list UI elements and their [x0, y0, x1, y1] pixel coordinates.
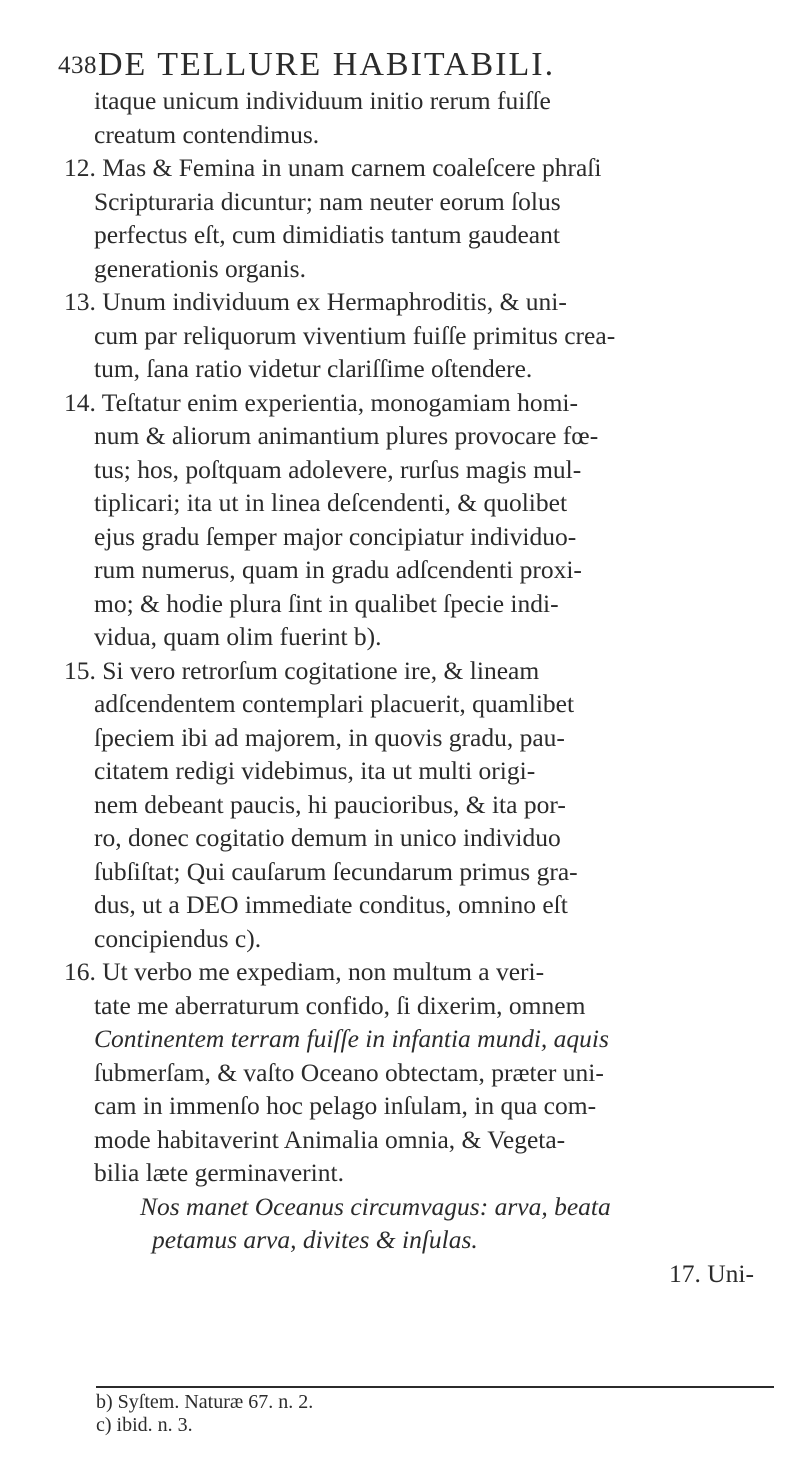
text-line: Scripturaria dicuntur; nam neuter eorum ſolus — [94, 186, 561, 216]
text-line: mo; & hodie plura ſint in qualibet ſpecie indi- — [94, 588, 559, 618]
running-head: DE TELLURE HABITABILI. — [98, 46, 556, 83]
verse-line: petamus arva, divites & inſulas. — [152, 1225, 478, 1254]
text-line: tum, ſana ratio videtur clariſſime oſtendere. — [94, 354, 533, 383]
text-line: concipiendus c). — [94, 923, 262, 953]
verse-line: Nos manet Oceanus circumvagus: arva, beata — [140, 1191, 611, 1221]
paragraph-15-start: 15. Si vero retrorſum cogitatione ire, & lineam — [64, 655, 540, 685]
text-line: vidua, quam olim fuerint b). — [94, 622, 382, 651]
text-line: citatem redigi videbimus, ita ut multi origi- — [94, 756, 536, 785]
footnotes — [96, 1391, 776, 1437]
page-number: 438 — [58, 52, 97, 79]
text-line: Continentem terram fuiſſe in infantia mundi, aquis — [94, 1024, 609, 1053]
footnote-rule — [96, 1386, 774, 1388]
text-line: nem debeant paucis, hi paucioribus, & ita por- — [94, 789, 566, 819]
text-line: creatum contendimus. — [94, 119, 320, 149]
text-line: ejus gradu ſemper major concipiatur individuo- — [94, 521, 577, 551]
footnote-c: c) ibid. n. 3. — [96, 1414, 193, 1436]
text-line: cam in immenſo hoc pelago inſulam, in qua com- — [94, 1091, 597, 1120]
text-line: dus, ut a DEO immediate conditus, omnino eſt — [94, 890, 568, 919]
text-line: itaque unicum individuum initio rerum fuiſſe — [94, 86, 551, 115]
text-line: ro, donec cogitatio demum in unico individuo — [94, 823, 561, 852]
text-line: ſubmerſam, & vaſto Oceano obtectam, præter uni- — [94, 1057, 604, 1087]
catchword: 17. Uni- — [669, 1258, 754, 1288]
text-line: perfectus eſt, cum dimidiatis tantum gaudeant — [94, 220, 560, 249]
paragraph-14-start: 14. Teſtatur enim experientia, monogamiam homi- — [64, 387, 578, 417]
text-line: tate me aberraturum confido, ſi dixerim, omnem — [94, 990, 586, 1020]
text-line: cum par reliquorum viventium fuiſſe primitus crea- — [94, 320, 616, 350]
text-line: tiplicari; ita ut in linea deſcendenti, & quolibet — [94, 488, 568, 517]
body-text — [64, 84, 774, 1290]
page-header — [58, 46, 778, 86]
text-line: num & aliorum animantium plures provocare fœ- — [94, 421, 599, 450]
text-line: generationis organis. — [94, 253, 306, 283]
text-line: ſubſiſtat; Qui cauſarum ſecundarum primus gra- — [94, 856, 578, 886]
text-line: bilia læte germinaverint. — [94, 1158, 344, 1187]
text-line: ſpeciem ibi ad majorem, in quovis gradu, pau- — [94, 722, 565, 752]
text-line: rum numerus, quam in gradu adſcendenti proxi- — [94, 555, 582, 584]
text-line: mode habitaverint Animalia omnia, & Vegeta- — [94, 1124, 566, 1154]
paragraph-16-start: 16. Ut verbo me expediam, non multum a veri- — [64, 957, 545, 986]
text-line: tus; hos, poſtquam adolevere, rurſus magis mul- — [94, 454, 582, 484]
footnote-b: b) Syſtem. Naturæ 67. n. 2. — [96, 1391, 314, 1413]
paragraph-12-start: 12. Mas & Femina in unam carnem coaleſcere phraſi — [64, 153, 602, 182]
text-line: adſcendentem contemplari placuerit, quamlibet — [94, 689, 575, 718]
paragraph-13-start: 13. Unum individuum ex Hermaphroditis, & uni- — [64, 287, 567, 316]
